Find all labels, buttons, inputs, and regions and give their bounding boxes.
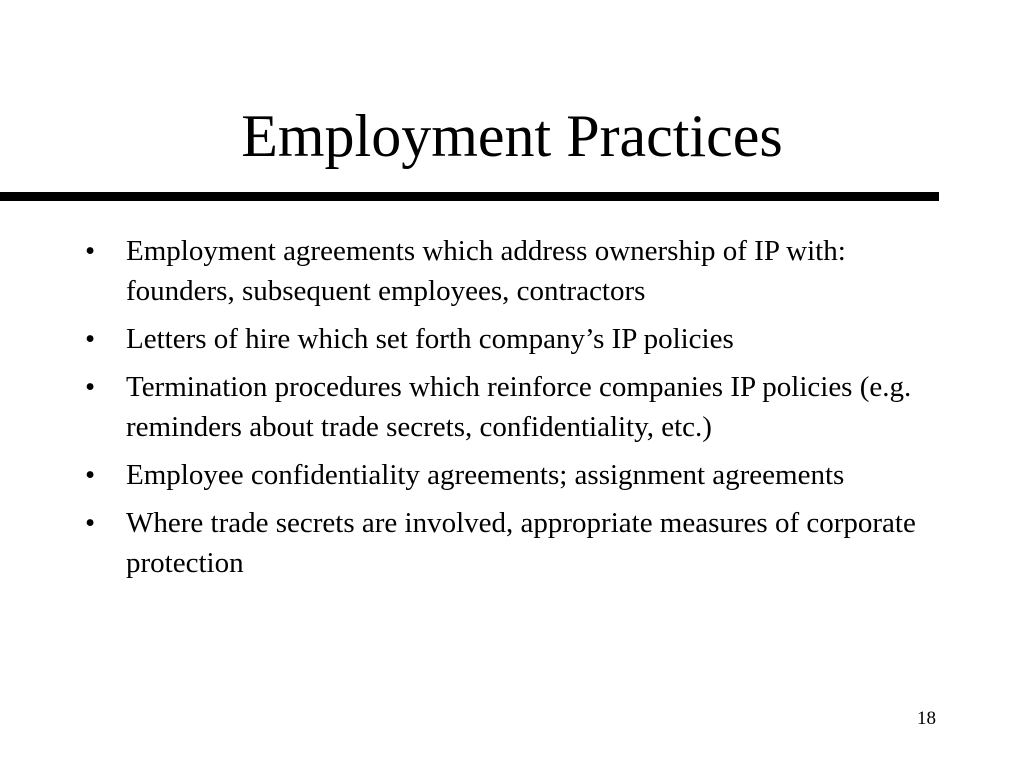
slide-title: Employment Practices	[241, 103, 783, 169]
bullet-item	[85, 455, 945, 495]
bullet-text: Where trade secrets are involved, appropriate measures of corporate protection	[126, 507, 916, 579]
bullet-item	[85, 231, 945, 311]
title-divider	[0, 192, 939, 201]
bullet-item	[85, 367, 945, 447]
page-number: 18	[917, 708, 936, 729]
bullet-point-icon: •	[85, 235, 96, 267]
bullet-point-icon: •	[85, 371, 96, 403]
bullet-item	[85, 503, 945, 583]
bullet-text: Employment agreements which address ownership of IP with: founders, subsequent employees, contractors	[126, 235, 846, 307]
bullet-text: Termination procedures which reinforce companies IP policies (e.g. reminders about trade secrets, confidentiality, etc.)	[126, 371, 912, 443]
bullet-point-icon: •	[85, 323, 96, 355]
bullet-item	[85, 319, 945, 359]
bullet-list	[85, 231, 945, 591]
bullet-point-icon: •	[85, 459, 96, 491]
bullet-point-icon: •	[85, 507, 96, 539]
bullet-text: Employee confidentiality agreements; assignment agreements	[126, 459, 845, 491]
bullet-text: Letters of hire which set forth company’s IP policies	[126, 323, 734, 355]
